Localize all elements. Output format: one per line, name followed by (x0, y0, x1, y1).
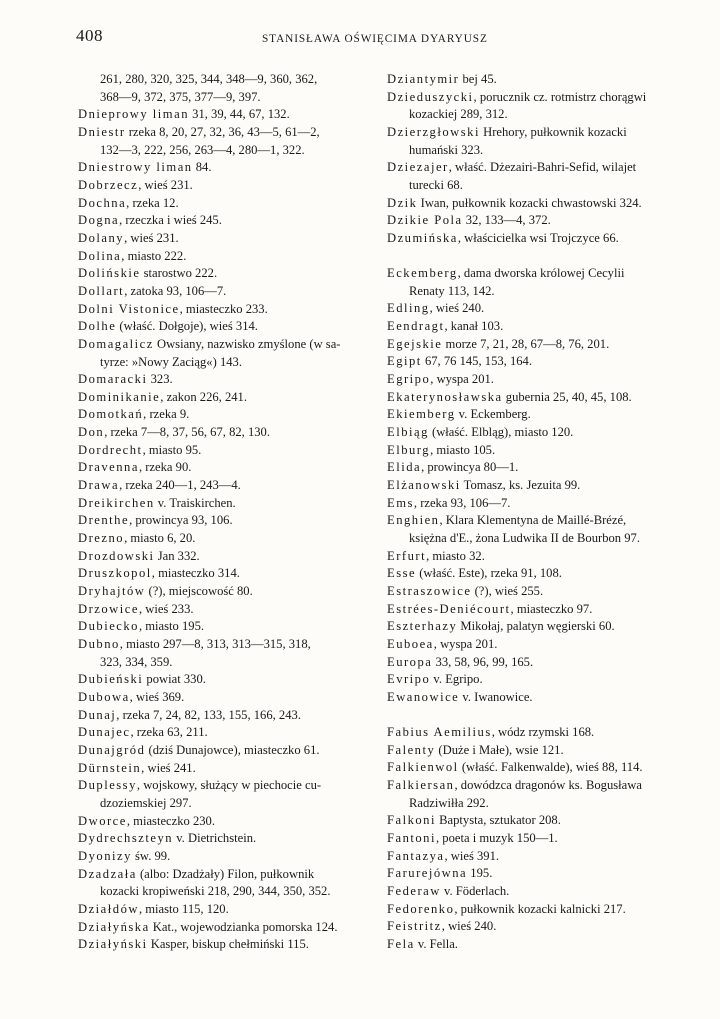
entry-headword: Enghien (387, 513, 440, 528)
index-entry (78, 248, 374, 266)
index-entry (387, 389, 687, 407)
entry-text: humański 323. (409, 142, 484, 157)
index-entry (387, 618, 687, 636)
index-entry (387, 654, 687, 672)
entry-headword: Dyonizy (78, 848, 132, 863)
entry-text: (Duże i Małe), wsie 121. (435, 742, 564, 757)
index-entry (78, 142, 374, 160)
entry-headword: Dobrzecz (78, 177, 139, 192)
entry-headword: Egripo (387, 372, 431, 387)
entry-text: , prowincya 93, 106. (129, 513, 233, 528)
index-column-left (78, 71, 374, 954)
index-entry (387, 159, 687, 177)
index-entry (78, 177, 374, 195)
index-entry (387, 565, 687, 583)
entry-text: , miasto 95. (142, 442, 202, 457)
entry-text: 323. (147, 372, 173, 387)
index-entry (78, 883, 374, 901)
entry-text: , miasteczko 233. (179, 301, 268, 316)
entry-headword: Duplessy (78, 778, 137, 793)
entry-text: rzeka 8, 20, 27, 32, 36, 43—5, 61—2, (125, 124, 320, 139)
index-entry (78, 354, 374, 372)
index-entry (78, 548, 374, 566)
entry-text: , dama dworska królowej Cecylii (457, 266, 625, 281)
index-column-right (387, 71, 687, 954)
entry-text: Kat., wojewodzianka pomorska 124. (149, 919, 338, 934)
index-entry (387, 230, 687, 248)
index-entry (387, 406, 687, 424)
entry-headword: Dunajec (78, 725, 131, 740)
entry-text: , rzeka 90. (138, 460, 192, 475)
index-entry (78, 106, 374, 124)
index-entry (78, 195, 374, 213)
entry-text: , wieś 240. (429, 301, 485, 316)
entry-text: , wieś 233. (138, 601, 194, 616)
index-entry (78, 477, 374, 495)
entry-headword: Działyński (78, 937, 148, 952)
entry-headword: Egejskie (387, 336, 443, 351)
entry-text: v. Föderlach. (440, 884, 510, 899)
index-entry (387, 124, 687, 142)
index-entry (78, 442, 374, 460)
entry-text: 368—9, 372, 375, 377—9, 397. (100, 89, 261, 104)
index-entry (78, 707, 374, 725)
index-entry (387, 195, 687, 213)
entry-headword: Elbiąg (387, 425, 429, 440)
entry-headword: Dzadzała (78, 866, 137, 881)
entry-headword: Dworce (78, 813, 127, 828)
index-entry (78, 530, 374, 548)
entry-text: , właścicielka wsi Trojczyce 66. (457, 230, 619, 245)
entry-text: , miasto 222. (121, 248, 187, 263)
entry-text: , miasto 6, 20. (124, 531, 196, 546)
entry-headword: Dollart (78, 283, 125, 298)
index-entry (78, 777, 374, 795)
entry-headword: Dominikanie (78, 389, 161, 404)
entry-headword: Falkienwol (387, 760, 459, 775)
entry-text: , porucznik cz. rotmistrz chorągwi (473, 89, 647, 104)
entry-headword: Dochna (78, 195, 127, 210)
entry-text: v. Eckemberg. (455, 407, 531, 422)
entry-headword: Druszkopol (78, 566, 152, 581)
index-entry (387, 212, 687, 230)
index-entry (78, 830, 374, 848)
index-entry (78, 742, 374, 760)
entry-text: kozackiej 289, 312. (409, 107, 508, 122)
entry-text: 323, 334, 359. (100, 654, 173, 669)
entry-headword: Dravenna (78, 460, 139, 475)
entry-text: , miasto 32. (426, 548, 485, 563)
entry-text: v. Fella. (414, 937, 458, 952)
entry-text: , wieś 240. (441, 919, 497, 934)
index-entry (78, 124, 374, 142)
index-entry (387, 671, 687, 689)
entry-text: , właść. Dżezairi-Bahri-Sefid, wilajet (448, 160, 637, 175)
entry-text: (?), miejscowość 80. (145, 584, 253, 599)
entry-text: Radziwiłła 292. (409, 795, 489, 810)
index-entry (387, 89, 687, 107)
index-entry (387, 142, 687, 160)
entry-text: , miasteczko 97. (510, 601, 593, 616)
entry-headword: Dunajgród (78, 742, 146, 757)
entry-text: gubernia 25, 40, 45, 108. (502, 389, 632, 404)
entry-headword: Falkoni (387, 813, 436, 828)
entry-headword: Dubiecko (78, 619, 139, 634)
entry-headword: Egipt (387, 354, 422, 369)
entry-headword: Dolany (78, 230, 125, 245)
index-entry (78, 813, 374, 831)
entry-headword: Działdów (78, 901, 139, 916)
index-entry (387, 283, 687, 301)
entry-text: , wieś 241. (141, 760, 196, 775)
entry-text: , zakon 226, 241. (160, 389, 248, 404)
entry-headword: Falenty (387, 742, 436, 757)
index-entry (387, 318, 687, 336)
entry-headword: Dolina (78, 248, 122, 263)
entry-text: (dziś Dunajowce), miasteczko 61. (145, 742, 320, 757)
entry-headword: Dreikirchen (78, 495, 155, 510)
entry-text: 67, 76 145, 153, 164. (421, 354, 532, 369)
entry-headword: Eckemberg (387, 266, 458, 281)
entry-headword: Fantoni (387, 831, 436, 846)
entry-headword: Domaracki (78, 372, 148, 387)
entry-headword: Feistritz (387, 919, 442, 934)
index-entry (78, 406, 374, 424)
index-entry (387, 371, 687, 389)
entry-headword: Farurejówna (387, 866, 468, 881)
index-entry (78, 671, 374, 689)
index-entry (387, 530, 687, 548)
entry-headword: Don (78, 425, 105, 440)
index-entry (78, 654, 374, 672)
entry-text: , dowódzca dragonów ks. Bogusława (454, 778, 642, 793)
index-entry (387, 265, 687, 283)
entry-headword: Drzowice (78, 601, 139, 616)
index-entry (387, 901, 687, 919)
entry-headword: Dürnstein (78, 760, 142, 775)
entry-text: , wódz rzymski 168. (491, 725, 595, 740)
entry-headword: Federaw (387, 884, 441, 899)
entry-headword: Evripo (387, 672, 431, 687)
entry-text: 33, 58, 96, 99, 165. (432, 654, 534, 669)
index-entry (387, 601, 687, 619)
entry-headword: Działyńska (78, 919, 150, 934)
entry-text: , zatoka 93, 106—7. (124, 283, 227, 298)
entry-headword: Europa (387, 654, 433, 669)
entry-headword: Elżanowski (387, 478, 461, 493)
entry-text: Mikołaj, palatyn węgierski 60. (457, 619, 615, 634)
entry-headword: Dydrechszteyn (78, 831, 174, 846)
entry-headword: Dzik (387, 195, 418, 210)
index-entry (387, 477, 687, 495)
entry-text: , poeta i muzyk 150—1. (435, 831, 558, 846)
entry-text: , rzeka 7, 24, 82, 133, 155, 166, 243. (116, 707, 301, 722)
entry-text: (właść. Falkenwalde), wieś 88, 114. (458, 760, 643, 775)
entry-headword: Drozdowski (78, 548, 155, 563)
entry-text: 31, 39, 44, 67, 132. (189, 107, 290, 122)
entry-text: księżna d'E., żona Ludwika II de Bourbon 97. (409, 531, 640, 545)
entry-text: Baptysta, sztukator 208. (435, 813, 561, 828)
entry-text: v. Dietrichstein. (173, 831, 257, 846)
entry-text: kozacki kropiweński 218, 290, 344, 350, 352. (100, 884, 331, 899)
entry-headword: Fabius Aemilius (387, 725, 492, 740)
index-entry (78, 583, 374, 601)
index-entry (78, 848, 374, 866)
entry-headword: Domagalicz (78, 336, 154, 351)
entry-text: Kasper, biskup chełmiński 115. (147, 937, 309, 952)
entry-text: , wojskowy, służący w piechocie cu- (136, 778, 322, 793)
index-entry (387, 300, 687, 318)
entry-headword: Domotkań (78, 407, 144, 422)
index-entry (78, 636, 374, 654)
entry-text: Iwan, pułkownik kozacki chwastowski 324. (417, 195, 642, 210)
index-entry (78, 265, 374, 283)
entry-text: , miasto 105. (430, 442, 496, 457)
entry-text: , prowincya 80—1. (421, 460, 519, 475)
entry-text: , kanał 103. (444, 319, 504, 334)
index-entry (387, 848, 687, 866)
index-entry (387, 548, 687, 566)
entry-headword: Ekaterynosławska (387, 389, 503, 404)
index-entry (78, 618, 374, 636)
entry-text: 84. (192, 160, 212, 175)
entry-headword: Dolhe (78, 319, 117, 334)
entry-text: 32, 133—4, 372. (462, 213, 551, 228)
entry-headword: Dzierzgłowski (387, 124, 480, 139)
entry-text: , wieś 231. (138, 177, 193, 192)
index-entry (78, 919, 374, 937)
index-entry (387, 442, 687, 460)
index-entry (387, 936, 687, 954)
entry-text: v. Traiskirchen. (154, 495, 236, 510)
index-entry (78, 212, 374, 230)
index-entry (78, 760, 374, 778)
index-entry (387, 424, 687, 442)
index-entry (387, 353, 687, 371)
index-entry (387, 918, 687, 936)
entry-headword: Dziezajer (387, 160, 449, 175)
entry-text: starostwo 222. (140, 266, 218, 281)
entry-headword: Drezno (78, 531, 125, 546)
index-entry (387, 106, 687, 124)
index-entry (387, 759, 687, 777)
index-entry (387, 883, 687, 901)
index-entry (387, 777, 687, 795)
index-entry (387, 336, 687, 354)
entry-text: bej 45. (459, 72, 497, 86)
index-entry (78, 459, 374, 477)
index-entry (78, 724, 374, 742)
entry-text: (właść. Este), rzeka 91, 108. (416, 566, 562, 581)
index-entry (78, 89, 374, 107)
index-entry (78, 71, 374, 89)
entry-headword: Elburg (387, 442, 431, 457)
entry-headword: Drenthe (78, 513, 130, 528)
entry-text: , rzeka 63, 211. (130, 725, 208, 740)
index-entry (78, 936, 374, 954)
entry-headword: Dziantymir (387, 72, 460, 86)
index-entry (78, 318, 374, 336)
entry-text: , miasteczko 230. (126, 813, 216, 828)
index-entry (387, 177, 687, 195)
entry-text: , Klara Klementyna de Maillé-Brézé, (439, 513, 627, 528)
index-entry (78, 301, 374, 319)
entry-headword: Ekiemberg (387, 407, 456, 422)
entry-text: , rzeczka i wieś 245. (119, 213, 222, 228)
entry-text: , miasto 297—8, 313, 313—315, 318, (119, 637, 311, 651)
index-entry (78, 371, 374, 389)
entry-headword: Fantazya (387, 848, 445, 863)
entry-headword: Dunaj (78, 707, 117, 722)
index-entry (78, 795, 374, 813)
entry-text: , pułkownik kozacki kalnicki 217. (454, 901, 626, 916)
entry-headword: Ems (387, 495, 414, 510)
index-entry (78, 512, 374, 530)
entry-text: , wyspa 201. (430, 372, 494, 387)
entry-text: , wyspa 201. (433, 636, 498, 651)
index-entry (78, 601, 374, 619)
index-entry (387, 71, 687, 89)
entry-text: Jan 332. (154, 548, 200, 563)
entry-headword: Dzumińska (387, 230, 458, 245)
index-entry (78, 159, 374, 177)
entry-text: , rzeka 240—1, 243—4. (119, 478, 241, 493)
entry-headword: Ewanowice (387, 689, 460, 704)
index-entry (78, 336, 374, 354)
entry-headword: Dubowa (78, 689, 130, 704)
entry-text: v. Iwanowice. (459, 689, 533, 704)
index-entry (387, 724, 687, 742)
index-entry (78, 495, 374, 513)
index-entry (387, 812, 687, 830)
index-entry (78, 901, 374, 919)
entry-text: (właść. Dołgoje), wieś 314. (116, 319, 258, 334)
entry-headword: Estrées-Deniécourt (387, 601, 511, 616)
index-entry (78, 389, 374, 407)
entry-text: , miasto 115, 120. (138, 901, 229, 916)
entry-headword: Dubno (78, 637, 120, 651)
entry-text: powiat 330. (143, 672, 206, 687)
index-entry (387, 583, 687, 601)
entry-text: , miasteczko 314. (151, 566, 240, 581)
entry-headword: Drawa (78, 478, 120, 493)
entry-text: v. Egripo. (430, 672, 483, 687)
entry-headword: Elida (387, 460, 422, 475)
entry-headword: Dzieduszycki (387, 89, 474, 104)
running-head: STANISŁAWA OŚWIĘCIMA DYARYUSZ (262, 33, 488, 45)
entry-headword: Eszterhazy (387, 619, 458, 634)
index-entry (387, 459, 687, 477)
entry-text: 261, 280, 320, 325, 344, 348—9, 360, 362, (100, 72, 318, 86)
entry-text: , wieś 391. (444, 848, 500, 863)
index-entry (387, 495, 687, 513)
entry-headword: Dryhajtów (78, 584, 146, 599)
entry-headword: Erfurt (387, 548, 427, 563)
entry-text: 132—3, 222, 256, 263—4, 280—1, 322. (100, 142, 305, 157)
index-entry (387, 636, 687, 654)
index-entry (78, 866, 374, 884)
index-entry (78, 565, 374, 583)
entry-headword: Dzikie Pola (387, 213, 463, 228)
entry-headword: Dnieprowy liman (78, 107, 189, 122)
entry-headword: Dniestr (78, 124, 126, 139)
entry-text: (?), wieś 255. (471, 583, 544, 598)
entry-text: , rzeka 7—8, 37, 56, 67, 82, 130. (104, 425, 270, 440)
index-entry (387, 795, 687, 813)
entry-headword: Dubieński (78, 672, 144, 687)
entry-headword: Dogna (78, 213, 120, 228)
entry-headword: Dordrecht (78, 442, 143, 457)
entry-headword: Dolni Vistonice (78, 301, 180, 316)
entry-text: , wieś 231. (124, 230, 179, 245)
entry-text: turecki 68. (409, 177, 463, 192)
index-entry (387, 512, 687, 530)
entry-headword: Estraszowice (387, 583, 472, 598)
entry-text: 195. (467, 866, 493, 881)
entry-text: (właść. Elbląg), miasto 120. (428, 425, 574, 440)
entry-text: Owsiany, nazwisko zmyślone (w sa- (153, 336, 341, 351)
index-entry (387, 865, 687, 883)
entry-text: (albo: Dzadżały) Filon, pułkownik (136, 866, 315, 881)
entry-headword: Falkiersan (387, 778, 455, 793)
entry-text: dzoziemskiej 297. (100, 795, 192, 810)
entry-text: , wieś 369. (129, 689, 185, 704)
page-number: 408 (76, 26, 103, 45)
entry-headword: Fedorenko (387, 901, 455, 916)
entry-text: , rzeka 9. (143, 407, 190, 422)
index-entry (78, 689, 374, 707)
entry-text: , rzeka 93, 106—7. (413, 495, 511, 510)
index-entry (78, 283, 374, 301)
entry-headword: Esse (387, 566, 417, 581)
entry-text: morze 7, 21, 28, 67—8, 76, 201. (442, 336, 610, 351)
index-entry (387, 742, 687, 760)
entry-headword: Euboea (387, 636, 434, 651)
entry-headword: Fela (387, 937, 415, 952)
entry-text: , miasto 195. (138, 619, 205, 634)
entry-text: tyrze: »Nowy Zaciąg«) 143. (100, 354, 242, 369)
index-entry (78, 424, 374, 442)
index-entry (78, 230, 374, 248)
index-entry (387, 830, 687, 848)
entry-text: Tomasz, ks. Jezuita 99. (460, 478, 581, 493)
entry-headword: Dolińskie (78, 266, 141, 281)
index-entry (387, 689, 687, 707)
entry-headword: Dniestrowy liman (78, 160, 193, 175)
entry-headword: Edling (387, 301, 430, 316)
entry-text: św. 99. (131, 848, 171, 863)
entry-headword: Eendragt (387, 319, 445, 334)
entry-text: Renaty 113, 142. (409, 283, 495, 298)
entry-text: Hrehory, pułkownik kozacki (479, 124, 627, 139)
entry-text: , rzeka 12. (126, 195, 179, 210)
